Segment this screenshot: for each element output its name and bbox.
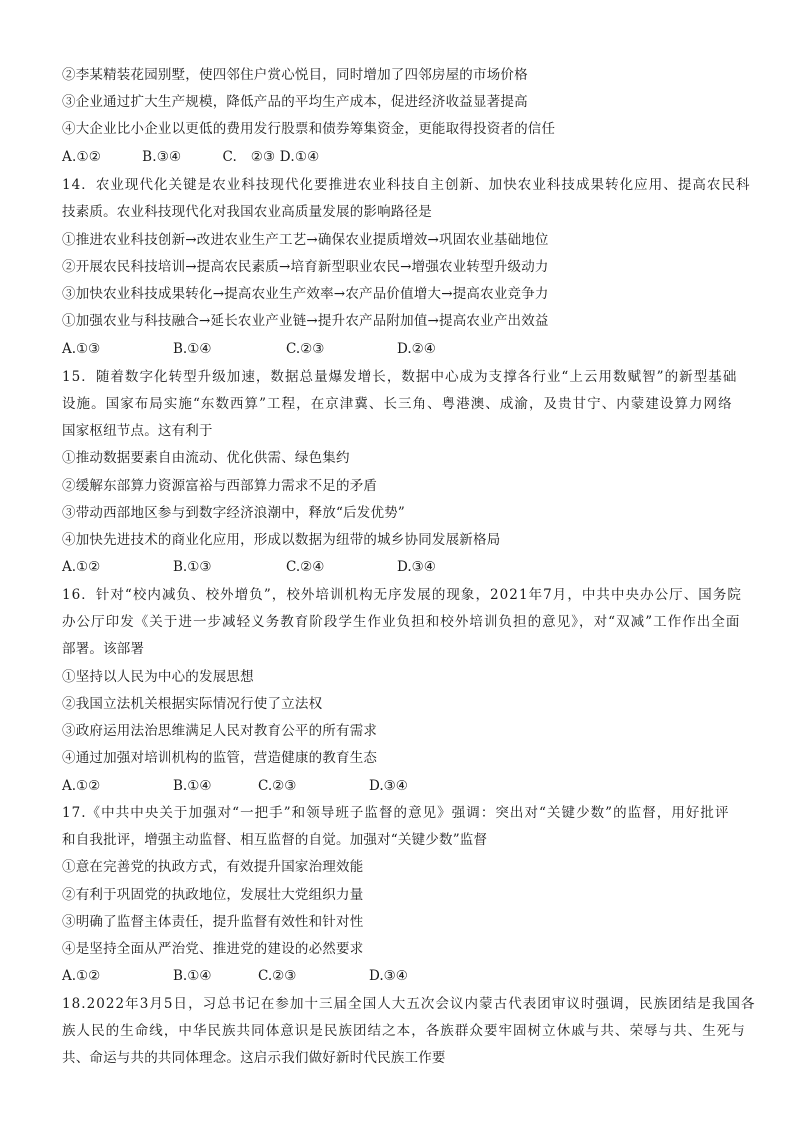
- q15-choice-a: A.①②: [62, 559, 101, 575]
- q15-choice-b: B.①③: [173, 559, 212, 575]
- q16-option-2: ②我国立法机关根据实际情况行使了立法权: [62, 696, 323, 712]
- q14-choice-b: B.①④: [173, 341, 212, 357]
- q16-stem-line-2: 办公厅印发《关于进一步减轻义务教育阶段学生作业负担和校外培训负担的意见》，对“双减”工作作出全面: [62, 614, 741, 630]
- q15-choice-c: C.②④: [286, 559, 325, 575]
- q14-choice-c: C.②③: [286, 341, 325, 357]
- prev-option-2: ②李某精装花园别墅，使四邻住户赏心悦目，同时增加了四邻房屋的市场价格: [62, 67, 528, 83]
- q16-choice-b: B.①④: [173, 778, 212, 794]
- q18-stem-line-2: 族人民的生命线，中华民族共同体意识是民族团结之本，各族群众要牢固树立休戚与共、荣辱与共、生死与: [62, 1023, 746, 1039]
- q15-option-2: ②缓解东部算力资源富裕与西部算力需求不足的矛盾: [62, 478, 378, 494]
- q14-option-2: ②开展农民科技培训→提高农民素质→培育新型职业农民→增强农业转型升级动力: [62, 259, 549, 275]
- q15-stem-line-2: 设施。国家布局实施“东数西算”工程，在京津冀、长三角、粤港澳、成渝，及贵甘宁、内蒙建设算力网络: [62, 396, 733, 412]
- q16-stem-line-3: 部署。该部署: [62, 641, 145, 657]
- q16-option-3: ③政府运用法治思维满足人民对教育公平的所有需求: [62, 723, 378, 739]
- q14-stem-line-1: 14．农业现代化关键是农业科技现代化要推进农业科技自主创新、加快农业科技成果转化应用、提高农民科: [62, 177, 751, 193]
- q14-choice-a: A.①③: [62, 341, 101, 357]
- q14-stem-line-2: 技素质。农业科技现代化对我国农业高质量发展的影响路径是: [62, 204, 432, 220]
- q14-option-4: ①加强农业与科技融合→延长农业产业链→提升农产品附加值→提高农业产出效益: [62, 313, 549, 329]
- q14-option-1: ①推进农业科技创新→改进农业生产工艺→确保农业提质增效→巩固农业基础地位: [62, 232, 549, 248]
- q15-option-3: ③带动西部地区参与到数字经济浪潮中，释放“后发优势”: [62, 505, 406, 521]
- q16-choice-a: A.①②: [62, 778, 101, 794]
- prev-option-3: ③企业通过扩大生产规模，降低产品的平均生产成本，促进经济收益显著提高: [62, 94, 528, 110]
- q15-choice-d: D.③④: [397, 559, 436, 575]
- q15-option-1: ①推动数据要素自由流动、优化供需、绿色集约: [62, 450, 350, 466]
- prev-option-4: ④大企业比小企业以更低的费用发行股票和债券筹集资金，更能取得投资者的信任: [62, 121, 556, 137]
- q17-option-4: ④是坚持全面从严治党、推进党的建设的必然要求: [62, 941, 364, 957]
- q17-stem-line-1: 17.《中共中央关于加强对“一把手”和领导班子监督的意见》强调：突出对“关键少数”的监督，用好批评: [62, 805, 730, 821]
- q17-choice-c: C.②③: [258, 968, 297, 984]
- q16-choice-d: D.③④: [369, 778, 408, 794]
- q17-option-2: ②有利于巩固党的执政地位，发展壮大党组织力量: [62, 887, 364, 903]
- q18-stem-line-1: 18.2022年3月5日，习总书记在参加十三届全国人大五次会议内蒙古代表团审议时强调，民族团结是我国各: [62, 996, 756, 1012]
- q14-choice-d: D.②④: [397, 341, 436, 357]
- q16-option-4: ④通过加强对培训机构的监管，营造健康的教育生态: [62, 750, 378, 766]
- q17-option-1: ①意在完善党的执政方式，有效提升国家治理效能: [62, 859, 364, 875]
- q17-choice-d: D.③④: [369, 968, 408, 984]
- prev-choices: A.①② B.③④ C. ②③ D.①④: [62, 149, 320, 165]
- q15-stem-line-3: 国家枢纽节点。这有利于: [62, 423, 213, 439]
- q17-stem-line-2: 和自我批评，增强主动监督、相互监督的自觉。加强对“关键少数”监督: [62, 832, 488, 848]
- q17-choice-a: A.①②: [62, 968, 101, 984]
- q17-option-3: ③明确了监督主体责任，提升监督有效性和针对性: [62, 914, 364, 930]
- q15-option-4: ④加快先进技术的商业化应用，形成以数据为纽带的城乡协同发展新格局: [62, 532, 501, 548]
- q18-stem-line-3: 共、命运与共的共同体理念。这启示我们做好新时代民族工作要: [62, 1050, 446, 1066]
- q16-choice-c: C.②③: [258, 778, 297, 794]
- q17-choice-b: B.①④: [173, 968, 212, 984]
- q14-option-3: ③加快农业科技成果转化→提高农业生产效率→农产品价值增大→提高农业竞争力: [62, 286, 549, 302]
- q16-option-1: ①坚持以人民为中心的发展思想: [62, 669, 254, 685]
- q16-stem-line-1: 16．针对“校内减负、校外增负”，校外培训机构无序发展的现象，2021年7月，中共中央办公厅、国务院: [62, 587, 742, 603]
- q15-stem-line-1: 15．随着数字化转型升级加速，数据总量爆发增长，数据中心成为支撑各行业“上云用数赋智”的新型基础: [62, 369, 738, 385]
